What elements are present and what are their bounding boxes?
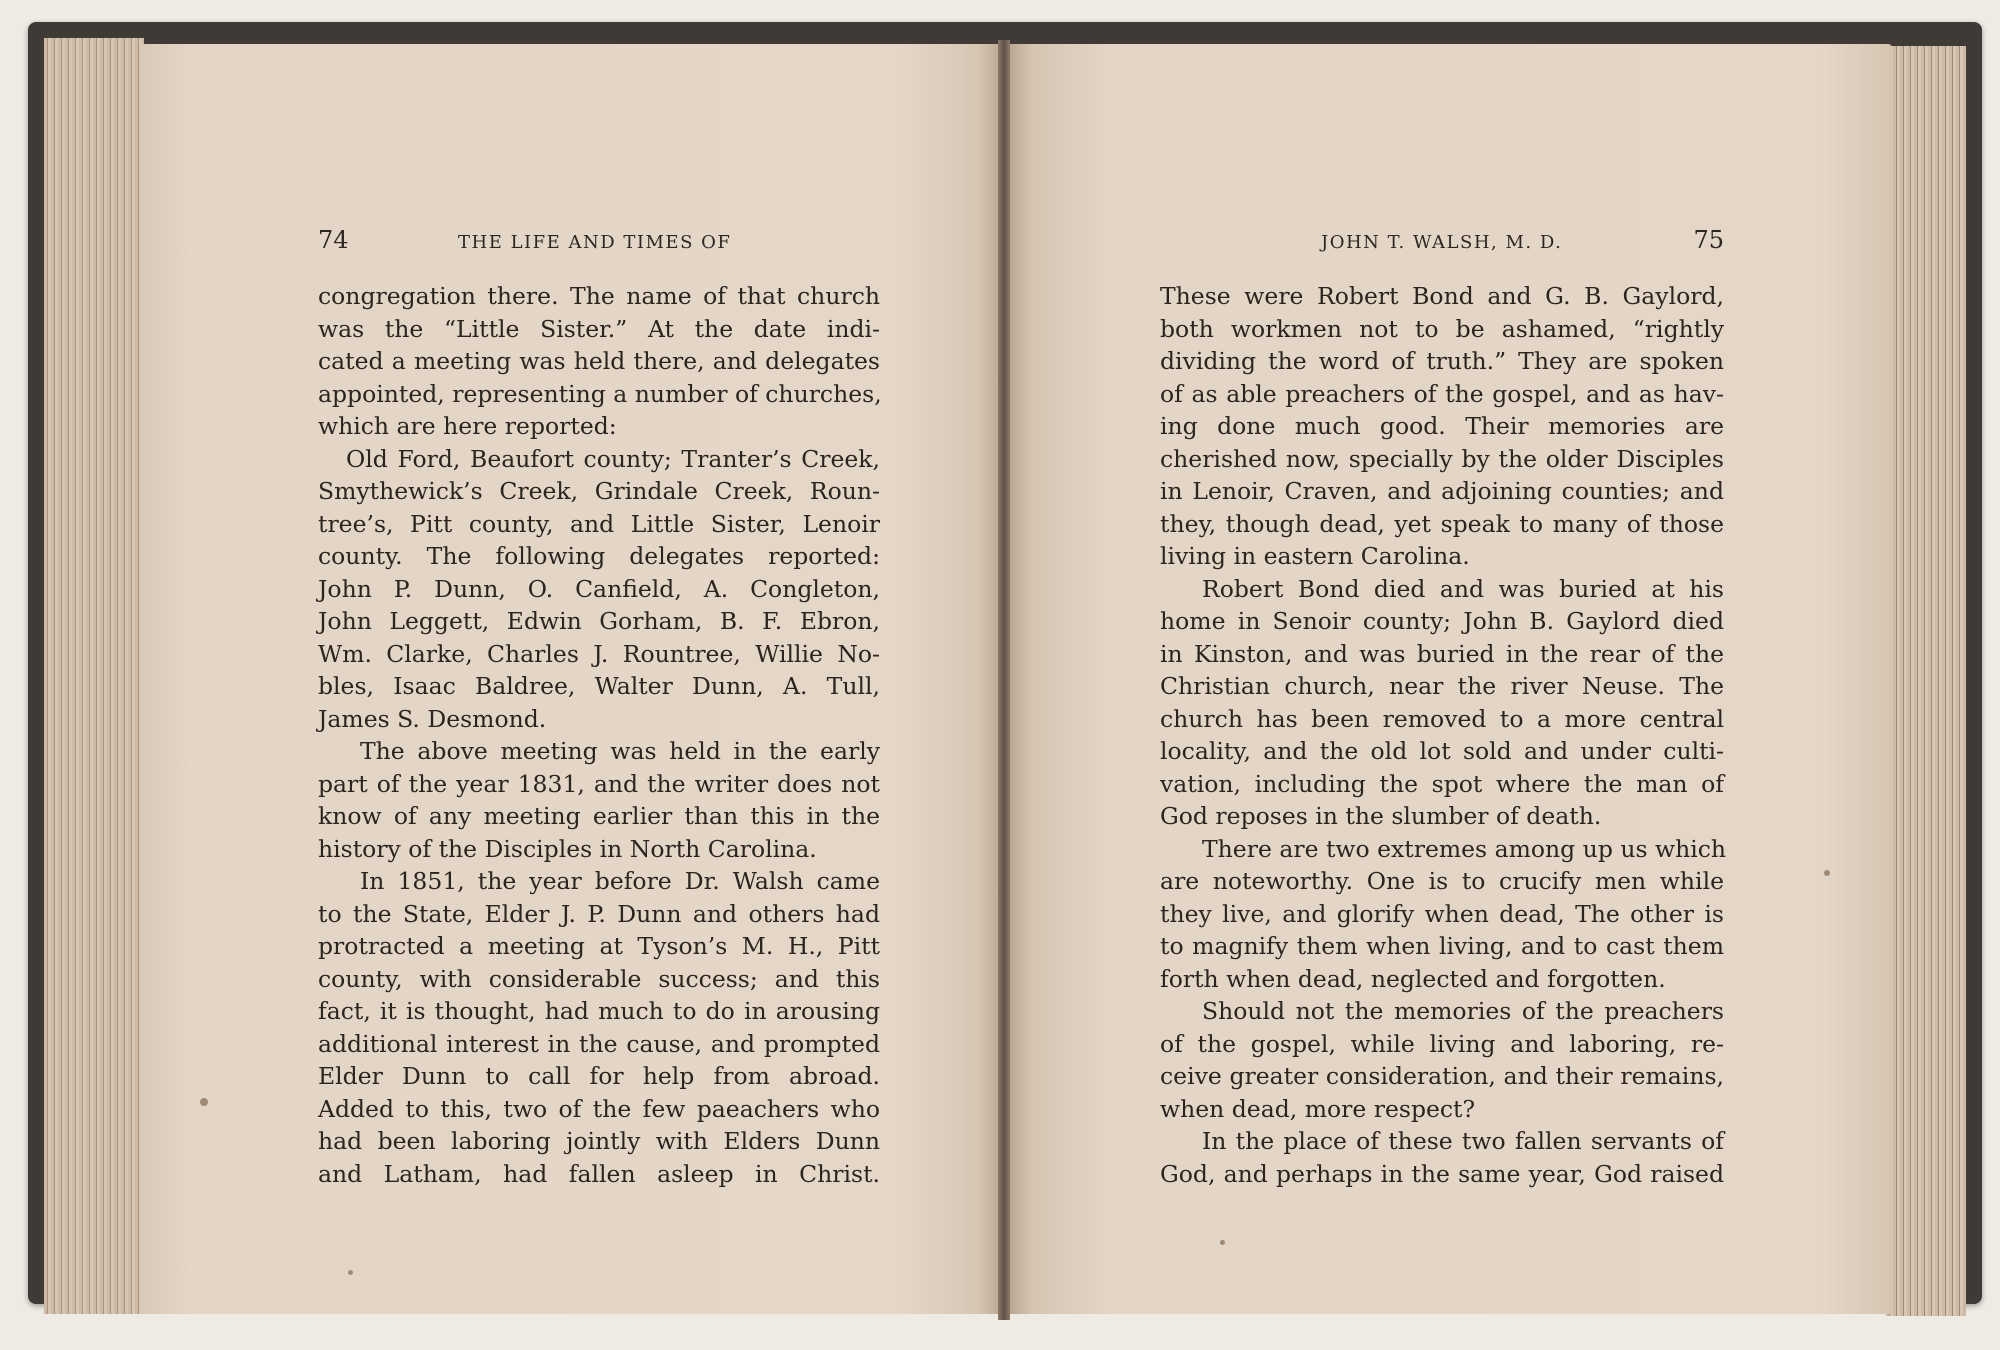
text-line: which are here reported:: [318, 412, 617, 440]
text-line: tree’s, Pitt county, and Little Sister, Lenoir: [318, 509, 880, 538]
right-running-title: JOHN T. WALSH, M. D.: [1321, 232, 1563, 253]
text-line: Robert Bond died and was buried at his: [1202, 574, 1724, 603]
text-line: dividing the word of truth.” They are spoken: [1160, 347, 1724, 375]
left-page-text: [318, 280, 880, 1190]
text-line: There are two extremes among up us which: [1202, 834, 1727, 863]
text-line: part of the year 1831, and the writer does not: [318, 769, 880, 798]
text-line: of the gospel, while living and laboring, re-: [1160, 1029, 1724, 1058]
text-line: home in Senoir county; John B. Gaylord died: [1160, 607, 1724, 635]
left-page: [140, 44, 1004, 1314]
text-line: living in eastern Carolina.: [1160, 542, 1470, 570]
text-line: God, and perhaps in the same year, God raised: [1160, 1159, 1724, 1188]
page-edges-right: [1886, 46, 1966, 1316]
text-line: history of the Disciples in North Carolina.: [318, 834, 817, 863]
text-line: know of any meeting earlier than this in the: [318, 802, 880, 830]
left-running-title: THE LIFE AND TIMES OF: [458, 232, 732, 253]
text-line: county. The following delegates reported:: [318, 542, 880, 570]
right-page-text: [1160, 280, 1727, 1190]
text-line: was the “Little Sister.” At the date indi-: [318, 314, 880, 343]
book-gutter: [998, 40, 1010, 1320]
text-line: are noteworthy. One is to crucify men while: [1160, 867, 1724, 895]
text-line: Added to this, two of the few paeachers who: [318, 1094, 880, 1123]
right-page: [1006, 44, 1892, 1314]
right-page-number: 75: [1693, 226, 1724, 254]
text-line: they live, and glorify when dead, The other is: [1160, 899, 1724, 928]
left-page-number: 74: [318, 226, 349, 254]
text-line: congregation there. The name of that church: [318, 282, 880, 310]
text-line: vation, including the spot where the man of: [1160, 769, 1724, 798]
text-line: had been laboring jointly with Elders Dunn: [318, 1127, 880, 1155]
text-line: county, with considerable success; and this: [318, 964, 880, 993]
text-line: The above meeting was held in the early: [360, 737, 880, 765]
text-line: These were Robert Bond and G. B. Gaylord,: [1160, 282, 1724, 310]
text-line: church has been removed to a more central: [1160, 704, 1724, 733]
text-line: Christian church, near the river Neuse. The: [1160, 672, 1724, 700]
text-line: in Kinston, and was buried in the rear of the: [1160, 639, 1724, 668]
text-line: Should not the memories of the preachers: [1202, 997, 1724, 1025]
text-line: God reposes in the slumber of death.: [1160, 802, 1602, 830]
text-line: cated a meeting was held there, and delegates: [318, 347, 880, 375]
text-line: cherished now, specially by the older Disciples: [1160, 444, 1724, 473]
paper-speck: [1220, 1240, 1225, 1245]
text-line: additional interest in the cause, and prompted: [318, 1029, 880, 1058]
text-line: In 1851, the year before Dr. Walsh came: [360, 867, 880, 895]
text-line: ceive greater consideration, and their remains,: [1160, 1062, 1724, 1090]
text-line: ing done much good. Their memories are: [1160, 412, 1724, 440]
text-line: John P. Dunn, O. Canfield, A. Congleton,: [318, 574, 880, 603]
text-line: John Leggett, Edwin Gorham, B. F. Ebron,: [318, 607, 880, 635]
text-line: bles, Isaac Baldree, Walter Dunn, A. Tull,: [318, 672, 880, 700]
text-line: they, though dead, yet speak to many of those: [1160, 509, 1724, 538]
text-line: in Lenoir, Craven, and adjoining counties; and: [1160, 477, 1724, 505]
text-line: protracted a meeting at Tyson’s M. H., Pitt: [318, 932, 880, 960]
text-line: Wm. Clarke, Charles J. Rountree, Willie No-: [318, 639, 880, 668]
paper-speck: [1824, 870, 1830, 876]
right-running-head: [1160, 226, 1724, 260]
text-line: to the State, Elder J. P. Dunn and others had: [318, 899, 880, 928]
text-line: both workmen not to be ashamed, “rightly: [1160, 314, 1724, 343]
text-line: Smythewick’s Creek, Grindale Creek, Roun-: [318, 477, 880, 505]
text-line: and Latham, had fallen asleep in Christ.: [318, 1159, 880, 1188]
text-line: when dead, more respect?: [1160, 1094, 1476, 1123]
text-line: fact, it is thought, had much to do in arousing: [318, 997, 880, 1025]
text-line: to magnify them when living, and to cast them: [1160, 932, 1724, 960]
left-running-head: [318, 226, 878, 260]
text-line: of as able preachers of the gospel, and as hav-: [1160, 379, 1724, 408]
paper-speck: [200, 1098, 208, 1106]
text-line: Elder Dunn to call for help from abroad.: [318, 1062, 880, 1090]
text-line: locality, and the old lot sold and under culti-: [1160, 737, 1724, 765]
text-line: appointed, representing a number of churches,: [318, 379, 882, 408]
text-line: Old Ford, Beaufort county; Tranter’s Creek,: [346, 444, 880, 473]
page-edges-left: [44, 38, 144, 1314]
paper-speck: [348, 1270, 353, 1275]
text-line: James S. Desmond.: [318, 704, 547, 733]
text-line: forth when dead, neglected and forgotten.: [1160, 964, 1666, 993]
text-line: In the place of these two fallen servants of: [1202, 1127, 1724, 1155]
